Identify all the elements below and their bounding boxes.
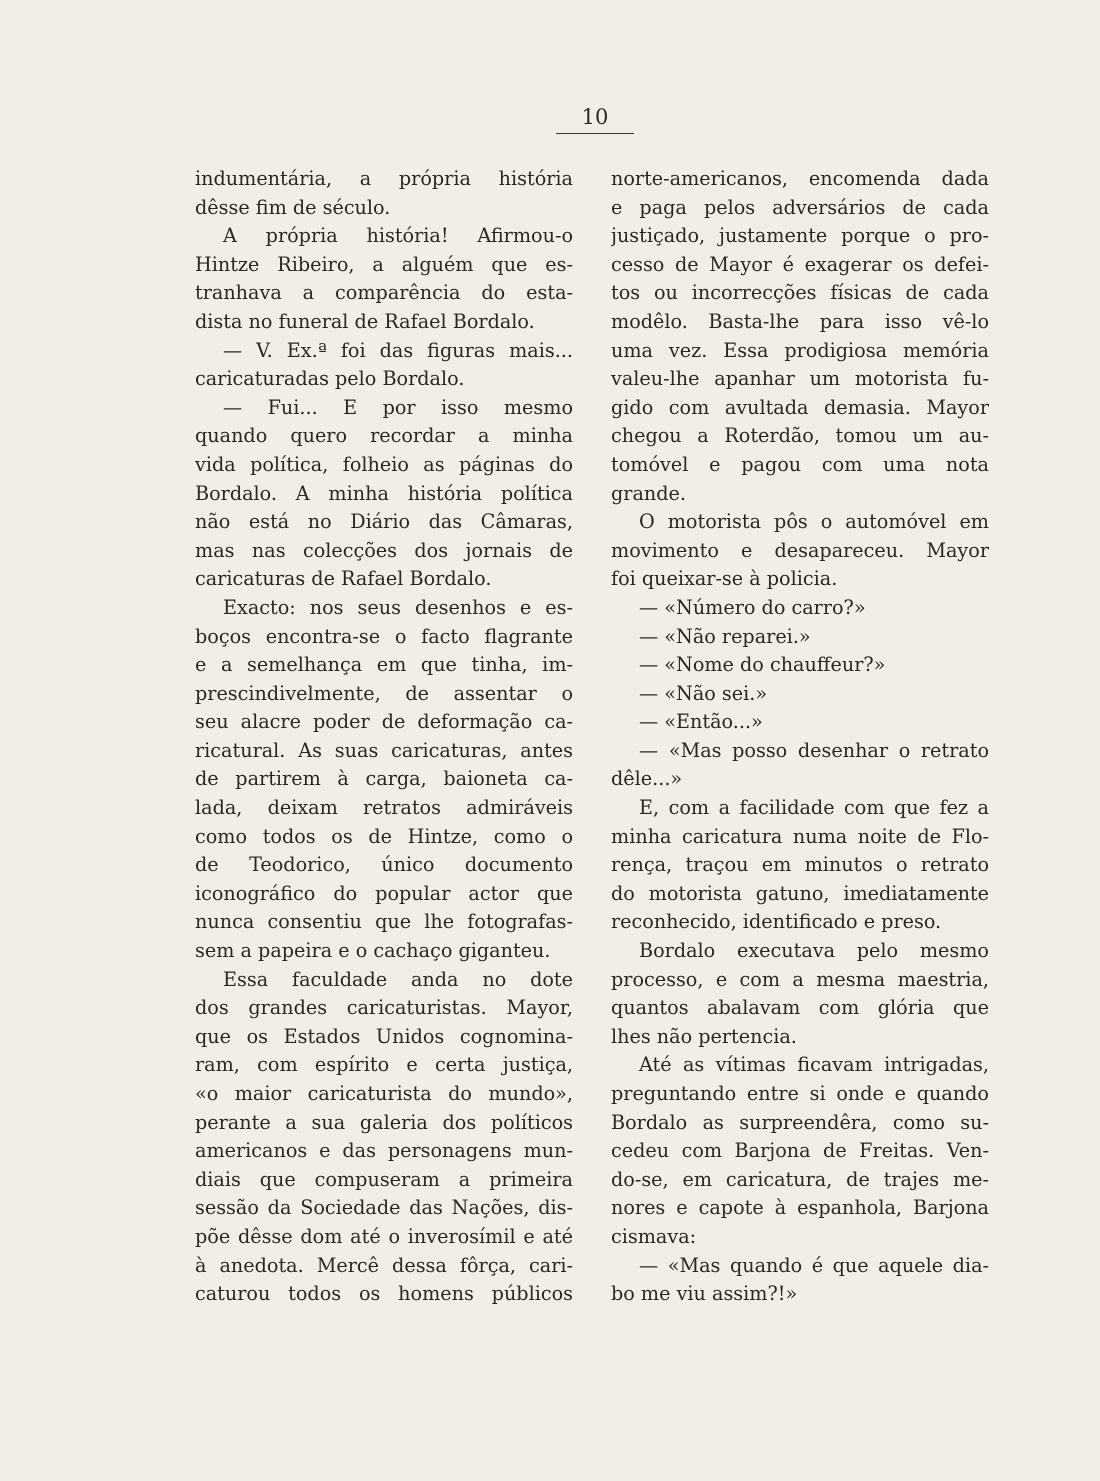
text-line: cesso de Mayor é exagerar os defei- (611, 252, 989, 276)
text-line: do-se, em caricatura, de trajes me- (611, 1167, 989, 1191)
text-line: Bordalo. A minha história política (195, 481, 573, 505)
text-line: de partirem à carga, baioneta ca- (195, 767, 573, 791)
text-line: tomóvel e pagou com uma nota (611, 452, 989, 476)
text-line: — «Não sei.» (639, 681, 768, 705)
text-line: diais que compuseram a primeira (195, 1167, 573, 1191)
text-line: e paga pelos adversários de cada (611, 195, 989, 219)
text-line: vida política, folheio as páginas do (195, 452, 573, 476)
text-line: reconhecido, identificado e preso. (611, 910, 942, 934)
text-line: Até as vítimas ficavam intrigadas, (639, 1053, 989, 1077)
text-line: norte-americanos, encomenda dada (611, 167, 989, 190)
text-line: Essa faculdade anda no dote (223, 967, 573, 991)
text-line: americanos e das personagens mun- (195, 1139, 573, 1163)
text-line: — «Mas quando é que aquele dia- (639, 1253, 989, 1277)
text-line: Hintze Ribeiro, a alguém que es- (195, 252, 573, 276)
text-line: chegou a Roterdão, tomou um au- (611, 424, 989, 448)
text-line: cismava: (611, 1224, 697, 1248)
text-line: cedeu com Barjona de Freitas. Ven- (611, 1139, 989, 1163)
text-line: justiçado, justamente porque o pro- (611, 224, 989, 248)
text-line: dista no funeral de Rafael Bordalo. (195, 309, 535, 333)
text-line: valeu-lhe apanhar um motorista fu- (611, 367, 989, 391)
text-line: — «Mas posso desenhar o retrato (639, 738, 989, 762)
text-line: Exacto: nos seus desenhos e es- (223, 595, 573, 619)
text-line: sem a papeira e o cachaço giganteu. (195, 939, 551, 963)
text-line: — «Nome do chauffeur?» (639, 653, 886, 677)
text-line: tranhava a comparência do esta- (195, 281, 573, 305)
text-line: ricatural. As suas caricaturas, antes (195, 738, 573, 762)
text-line: nores e capote à espanhola, Barjona (611, 1196, 989, 1220)
text-line: de Teodorico, único documento (195, 853, 573, 877)
text-line: seu alacre poder de deformação ca- (195, 710, 573, 734)
text-line: A própria história! Afirmou-o (223, 224, 573, 248)
text-line: «o maior caricaturista do mundo», (195, 1082, 573, 1105)
text-line: sessão da Sociedade das Nações, dis- (195, 1196, 573, 1220)
text-line: indumentária, a própria história (195, 167, 573, 190)
text-line: tos ou incorrecções físicas de cada (611, 281, 989, 305)
text-line: E, com a facilidade com que fez a (639, 796, 989, 820)
text-line: uma vez. Essa prodigiosa memória (611, 338, 989, 362)
text-line: grande. (611, 481, 686, 505)
text-line: preguntando entre si onde e quando (611, 1082, 989, 1105)
text-line: do motorista gatuno, imediatamente (611, 881, 989, 905)
text-line: — «Então...» (639, 710, 763, 734)
text-line: como todos os de Hintze, como o (195, 824, 573, 848)
text-line: bo me viu assim?!» (611, 1282, 798, 1306)
text-line: iconográfico do popular actor que (195, 881, 573, 905)
text-line: perante a sua galeria dos políticos (195, 1110, 573, 1134)
text-line: boços encontra-se o facto flagrante (195, 624, 573, 648)
right-column (611, 165, 989, 1309)
text-line: e a semelhança em que tinha, im- (195, 653, 573, 677)
text-line: quando quero recordar a minha (195, 424, 573, 448)
text-line: põe dêsse dom até o inverosímil e até (195, 1224, 573, 1248)
text-line: dos grandes caricaturistas. Mayor, (195, 996, 573, 1020)
text-line: lhes não pertencia. (611, 1024, 797, 1048)
page-number: 10 (556, 104, 634, 134)
text-line: não está no Diário das Câmaras, (195, 510, 573, 534)
text-line: gido com avultada demasia. Mayor (611, 395, 989, 419)
text-line: processo, e com a mesma maestria, (611, 967, 989, 991)
text-line: caricaturas de Rafael Bordalo. (195, 567, 492, 591)
text-line: — «Não reparei.» (639, 624, 811, 648)
text-line: foi queixar-se à policia. (611, 567, 838, 591)
text-line: que os Estados Unidos cognomina- (195, 1024, 573, 1048)
text-line: — V. Ex.ª foi das figuras mais... (223, 338, 573, 362)
text-line: Bordalo as surpreendêra, como su- (611, 1110, 989, 1134)
text-line: caricaturadas pelo Bordalo. (195, 367, 465, 391)
text-line: rença, traçou em minutos o retrato (611, 853, 989, 877)
text-line: O motorista pôs o automóvel em (639, 510, 989, 534)
text-line: lada, deixam retratos admiráveis (195, 796, 573, 820)
text-line: dêsse fim de século. (195, 195, 391, 219)
text-line: quantos abalavam com glória que (611, 996, 989, 1020)
text-line: prescindivelmente, de assentar o (195, 681, 573, 705)
text-line: ram, com espírito e certa justiça, (195, 1053, 573, 1077)
text-line: à anedota. Mercê dessa fôrça, cari- (195, 1253, 573, 1277)
text-line: modêlo. Basta-lhe para isso vê-lo (611, 309, 989, 333)
text-line: movimento e desapareceu. Mayor (611, 538, 989, 562)
text-line: mas nas colecções dos jornais de (195, 538, 573, 562)
text-line: — Fui... E por isso mesmo (223, 395, 573, 419)
text-line: dêle...» (611, 767, 683, 791)
text-line: nunca consentiu que lhe fotografas- (195, 910, 573, 934)
text-line: minha caricatura numa noite de Flo- (611, 824, 989, 848)
text-line: — «Número do carro?» (639, 595, 866, 619)
left-column (195, 165, 573, 1309)
text-line: caturou todos os homens públicos (195, 1282, 573, 1306)
text-line: Bordalo executava pelo mesmo (639, 939, 989, 963)
